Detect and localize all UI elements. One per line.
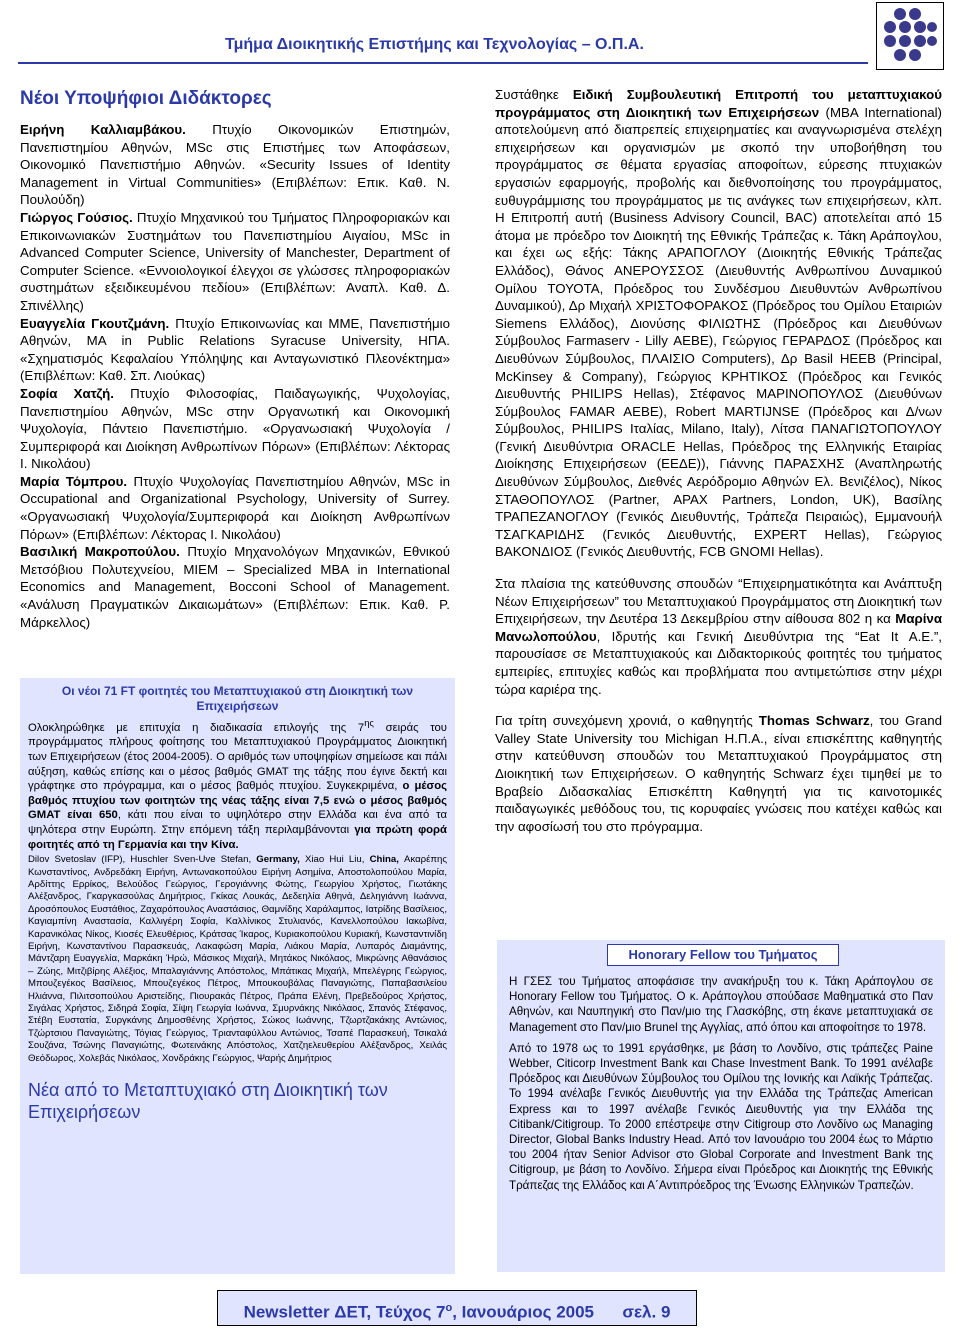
header-title: Τμήμα Διοικητικής Επιστήμης και Τεχνολογίας – Ο.Π.Α. <box>225 36 644 53</box>
new-students-box <box>20 678 455 1274</box>
candidate-entry <box>20 385 450 473</box>
honorary-fellow-paragraph: Από το 1978 ως το 1991 εργάσθηκε, με βάση το Λονδίνο, στις τράπεζες Paine Webber, Citicorp Investment Bank και Chase Investment Bank. Το 1991 ανέλαβε Πρόεδρος και Διευθύνων Σύμβουλος του Ομίλου της Ιονικής και Λαϊκής Τράπεζας. Το 1994 ανέλαβε Γενικός Διευθυντής για την Ελλάδα της Τράπεζας American Express και το 1997 ανέλαβε Γενικός Διευθυντής για την Ελλάδα της Citibank/Citigroup. Το 2000 επέστρεψε στην Citigroup στο Λονδίνο ως Managing Director, Global Banks Industry Head. Από τον Ιανουάριο του 2004 έως το Μάρτιο του 2004 ήταν Senior Advisor στο Global Corporate and Investment Bank της Citigroup, με βάση το Λονδίνο. Σήμερα είναι Πρόεδρος και Διοικητής της Εθνικής Τράπεζας της Ελλάδος και Α΄Αντιπρόεδρος της Ένωσης Ελληνικών Τραπεζών. <box>509 1041 933 1192</box>
candidate-entry <box>20 121 450 209</box>
candidate-entry <box>20 209 450 315</box>
newsletter-footer: Newsletter ΔΕΤ, Τεύχος $7^o$, Ιανουάριος 2005 σελ. 9 <box>217 1290 697 1326</box>
article-schwarz: Για τρίτη συνεχόμενη χρονιά, ο καθηγητής Thomas Schwarz, του Grand Valley State University του Michigan Η.Π.Α., είναι επισκέπτης καθηγητής στην κατεύθυνση σπουδών του Μεταπτυχιακού Προγράμματος στη Διοικητική των Επιχειρήσεων. Ο καθηγητής Schwarz έχει τιμηθεί με το Βραβείο Διδασκαλίας Επισκέπτη Καθηγητή για τις καινοτομικές παιδαγωγικές μεθόδους του, τις κορυφαίες γνώσεις που κατέχει καθώς και την αφοσίωσή του στο πρόγραμμα. <box>495 713 942 834</box>
candidate-details: Πτυχίο Επικοινωνίας και ΜΜΕ, Πανεπιστήμιο Αθηνών, MA in Public Relations Syracuse University, ΗΠΑ. «Σχηματισμός Κεφαλαίου Υπόληψης και Ανταγωνιστικό Πλεονέκτημα» (Επιβλέπων: Καθ. Σπ. Λιούκας) <box>20 315 450 384</box>
header-rule <box>18 62 868 64</box>
honorary-fellow-body <box>509 974 933 1199</box>
candidate-entry <box>20 473 450 543</box>
candidate-name: Σοφία Χατζή. <box>20 385 114 401</box>
article-entrepreneurship: Στα πλαίσια της κατεύθυνσης σπουδών “Επιχειρηματικότητα και Ανάπτυξη Νέων Επιχειρήσεων” του Μεταπτυχιακού Προγράμματος στη Διοικητική των Επιχειρήσεων, την Δευτέρα 13 Δεκεμβρίου στην αίθουσα 802 η κα Μαρίνα Μανωλοπούλου, Ιδρυτής και Γενική Διευθύντρια της “Eat It A.E.”, παρουσίασε σε Μεταπτυχιακούς και Διδακτορικούς φοιτητές του τμήματος εμπειρίες, επιτυχίες καθώς και προβλήματα που αντιμετώπισε στην μέχρι τώρα καριέρα της. <box>495 576 942 697</box>
phd-candidates-list <box>20 121 450 631</box>
right-column-articles <box>495 86 942 835</box>
candidate-entry <box>20 315 450 385</box>
candidate-details: Πτυχίο Ψυχολογίας Πανεπιστημίου Αθηνών, MSc in Occupational and Organizational Psychology, University of Surrey. «Οργανωσιακή Ψυχολογία/Συμπεριφορά και Διοίκηση Ανθρωπίνων Πόρων» (Επιβλέπων: Λέκτορας Ι. Νικολάου) <box>20 473 450 542</box>
honorary-fellow-title: Honorary Fellow του Τμήματος <box>607 944 839 966</box>
candidate-details: Πτυχίο Μηχανικού του Τμήματος Πληροφοριακών και Επικοινωνιακών Συστημάτων του Πανεπιστημίου Αιγαίου, MSc in Advanced Computer Science, University of Manchester, Department of Computer Science. «Εννοιολογικοί έλεγχοι σε γλώσσες πληροφοριακών συστημάτων εξειδικευμένου πεδίου» (Επιβλέπων: Αναπλ. Καθ. Δ. Σπινέλλης) <box>20 209 451 313</box>
new-students-box-body: Ολοκληρώθηκε με επιτυχία η διαδικασία επιλογής της $7^{\eta\varsigma}$ σειράς του προγράμματος πλήρους φοίτησης του Μεταπτυχιακού Προγράμματος Διοικητική των Επιχειρήσεων (έτος 2004-2005). Ο αριθμός των υποψηφίων σημείωσε και πάλι αύξηση, καθώς επίσης και ο μέσος βαθμός GMAT της τάξης που έγινε δεκτή και γράφτηκε στο πρόγραμμα, και ο μέσος βαθμός πτυχίου. Συγκεκριμένα, ο μέσος βαθμός πτυχίου των φοιτητών της νέας τάξης είναι 7,5 ενώ ο μέσος βαθμός GMAT είναι 650, κάτι που είναι το υψηλότερο στην Ελλάδα και ένα από τα ψηλότερα στην Ευρώπη. Στην επόμενη τάξη περιλαμβάνονται για πρώτη φορά φοιτητές από τη Γερμανία και την Κίνα. <box>28 717 447 851</box>
section-footer-heading: Νέα από το Μεταπτυχιακό στη Διοικητική των Επιχειρήσεων <box>28 1080 388 1123</box>
new-students-box-title: Οι νέοι 71 FT φοιτητές του Μεταπτυχιακού στη Διοικητική των Επιχειρήσεων <box>61 684 414 713</box>
candidate-name: Γιώργος Γούσιος. <box>20 209 133 225</box>
new-students-names: Dilov Svetoslav (IFP), Huschler Sven-Uve Stefan, Germany, Xiao Hui Liu, China, Ακαρέπης Κωνσταντίνος, Ανδρεδάκη Ειρήνη, Αντωνακοπούλου Ειρήνη Ασημίνα, Αποστολοπούλου Μαρία, Αρδίττης Ερρίκος, Βελούδος Γεώργιος, Γερογιάννης Φώτης, Γεωργίου Χρήστος, Γιωτάκης Αλέξανδρος, Γκαργκασούλας Δημήτριος, Γκίκας Λουκάς, Δεδεηλία Αθηνά, Δεληγιάννη Ιωάννα, Δροσόπουλος Ευστάθιος, Ζαχαρόπουλος Αναστάσιος, Θαμνίδης Χαράλαμπος, Ιατρίδης Βασίλειος, Καγιαμπίνη Αναστασία, Καλλιγέρη Σοφία, Καλλίνικος Στυλιανός, Κανελλοπούλου Ιακωβίνα, Καρανικόλας Νίκος, Κιοσές Ελευθέριος, Κράτσας Ίκαρος, Κυριακοπούλου Κυριακή, Κωνσταντινίδη Ειρήνη, Κωνσταντίνου Παρασκευάς, Λακαφώση Μαρία, Λιάκου Μαρία, Λυπαρός Διαμάντης, Μάντζαρη Ευαγγελία, Μαρκάκη Ήρώ, Μάσικος Μιχαήλ, Μητάκος Νικόλαος, Μικρώνης Αθανάσιος – Ζώης, Μιτζιβίρης Αλέξιος, Μπαλαγιάννης Απόστολος, Μπάτικας Μιχαήλ, Μπελέγρης Γεώργιος, Μπουζεγέκος Βασίλειος, Μπουζεγέκος Πέτρος, Μπουκουβάλας Παναγιώτης, Παπαβασιλείου Ηλιάννα, Πιλιτσοπούλου Αριστείδης, Πιουρακάς Πέτρος, Πράπα Ελένη, Πρεβεδούρος Χρήστος, Σιγάλας Χρήστος, Σιδηρά Σοφία, Σίψη Γεωργία Ιωάννα, Σμυρνάκης Νικόλαος, Σπανός Στέφανος, Στέβη Ευστατία, Συργκάνης Δημοσθένης Χρήστος, Σώκος Ιωάννης, Τζωρτζακάκης Αντώνιος, Τζώρτσιου Παναγιώτης, Τόγιας Γεώργιος, Τριανταφύλλου Αντώνιος, Τσαπέ Παρασκευή, Τσικαλά Σουζάνα, Τσώνης Παναγιώτης, Φωτεινάκης Απόστολος, Χατζηελευθερίου Αλέξανδρος, Χειλάς Θεόδωρος, Χολεβάς Νικόλαος, Χονδράκης Γεώργιος, Ψαρής Δημήτριος <box>28 854 447 1064</box>
article-bac: Συστάθηκε Ειδική Συμβουλευτική Επιτροπή του μεταπτυχιακού προγράμματος στη Διοικητική των Επιχειρήσεων (MBA International) αποτελούμενη από διαπρεπείς επιχειρηματίες και αναγνωρισμένα στελέχη επιχειρήσεων και οργανισμών με σκοπό την υποβοήθηση του προγράμματος σε θέματα εργασίας αποφοίτων, εύρεσης πτυχιακών εργασιών εφαρμογής, προβολής και διεθνοποίησης του προγράμματος, ευθυγράμμισης του προγράμματος με τις ανάγκες των επιχειρήσεων, κλπ. Η Επιτροπή αυτή (Business Advisory Council, BAC) αποτελείται από 15 άτομα με πρόεδρο τον Διοικητή της Εθνικής Τράπεζας κ. Τάκη Αράπογλου, και έχει ως εξής: Τάκης ΑΡΑΠΟΓΛΟΥ (Διοικητής Εθνικής Τράπεζας Ελλάδος), Θάνος ΑΝΕΡΟΥΣΣΟΣ (Διευθυντής Ανθρωπίνου Δυναμικού Ομίλου ΤΟΥΟΤΑ, Πρόεδρος του Συνδέσμου Διευθυντών Ανθρωπίνου Δυναμικού), Δρ Μιχαήλ ΧΡΙΣΤΟΦΟΡΑΚΟΣ (Πρόεδρος του Ομίλου Εταιριών Siemens Ελλάδος), Διονύσης ΦΙΛΙΩΤΗΣ (Πρόεδρος και Διευθύνων Σύμβουλος Farmaserv - Lilly ΑΕΒΕ), Γεώργιος ΓΕΡΑΡΔΟΣ (Πρόεδρος και Διευθύνων Σύμβουλος, ΠΛΑΙΣΙΟ Computers), Δρ Basil HEEB (Principal, McKinsey & Company), Γεώργιος ΚΡΗΤΙΚΟΣ (Πρόεδρος και Γενικός Διευθυντής PHILIPS Hellas), Στέφανος ΜΑΡΙΝΟΠΟΥΛΟΣ (Διευθύνων Σύμβουλος FAMAR AEBE), Robert MARTIJNSE (Πρόεδρος και Δ/νων Σύμβουλος, PHILIPS Ιταλίας, Milano, Italy), Λίτσα ΠΑΝΑΓΙΩΤΟΠΟΥΛΟΥ (Γενική Διευθύντρια ORACLE Hellas, Πρόεδρος της Ελληνικής Εταιρίας Διοίκησης Επιχειρήσεων (ΕΕΔΕ)), Γιάννης ΠΑΡΑΣΧΗΣ (Αναπληρωτής Διευθύνων Σύμβουλος, Διεθνές Αερόδρομιο Αθηνών Ελ. Βενιζέλος), Νίκος ΣΤΑΘΟΠΟΥΛΟΣ (Partner, APAX Partners, London, UK), Βασίλης ΤΡΑΠΕΖΑΝΟΓΛΟΥ (Γενικός Διευθυντής, Τράπεζα Πειραιώς), Εμμανουήλ ΤΣΑΓΚΑΡΙΔΗΣ (Γενικός Διευθυντής, EXPERT Hellas), Γεώργιος ΒΑΚΟΝΔΙΟΣ (Γενικός Διευθυντής, FCB GNOMI Hellas). <box>495 87 943 560</box>
candidate-details: Πτυχίο Οικονομικών Επιστημών, Πανεπιστημίου Αθηνών, MSc στις Επιστήμες των Αποφάσεων, Οικονομικό Πανεπιστήμιο Αθηνών. «Security Issues of Identity Management in Virtual Communities» (Επιβλέπων: Επικ. Καθ. Ν. Πουλούδη) <box>20 122 450 208</box>
candidate-name: Βασιλική Μακροπούλου. <box>20 544 180 560</box>
section-heading-new-phd: Νέοι Υποψήφιοι Διδάκτορες <box>20 88 272 109</box>
candidate-name: Μαρία Τόμπρου. <box>20 473 128 489</box>
candidate-name: Ειρήνη Καλλιαμβάκου. <box>20 122 186 137</box>
department-logo-icon <box>876 2 944 70</box>
candidate-name: Ευαγγελία Γκουτζμάνη. <box>20 315 170 331</box>
honorary-fellow-box <box>497 940 945 1272</box>
candidate-details: Πτυχίο Φιλοσοφίας, Παιδαγωγικής, Ψυχολογίας, Πανεπιστημίου Αθηνών, MSc στην Οργανωτική και Οικονομική Ψυχολογία, Πάντειο Πανεπιστήμιο. «Οργανωσιακή Ψυχολογία / Συμπεριφορά και Διοίκηση Ανθρωπίνων Πόρων» (Επιβλέπων: Λέκτορας Ι. Νικολάου) <box>20 385 450 472</box>
honorary-fellow-paragraph: Η ΓΣΕΣ του Τμήματος αποφάσισε την ανακήρυξη του κ. Τάκη Αράπογλου σε Honorary Fellow του Τμήματος. Ο κ. Αράπογλου σπούδασε Μαθηματικά στο Παν Αθηνών, και Ναυπηγική στο Παν/μιο της Γλασκόβης, στη έκανε μεταπτυχιακά σε Management στο Παν/μιο Brunel της Αγγλίας, από όπου και αποφοίτησε το 1978. <box>509 975 933 1034</box>
page-number: σελ. 9 <box>622 1302 671 1322</box>
candidate-details: Πτυχίο Μηχανολόγων Μηχανικών, Εθνικού Μετσόβιου Πολυτεχνείου, MIEM – Specialized MBA in International Economics and Management, Bocconi School of Management. «Ανάλυση Πραγματικών Δικαιωμάτων» (Επιβλέπων: Επικ. Καθ. Ρ. Μάρκελλος) <box>20 544 450 630</box>
candidate-entry <box>20 543 450 631</box>
